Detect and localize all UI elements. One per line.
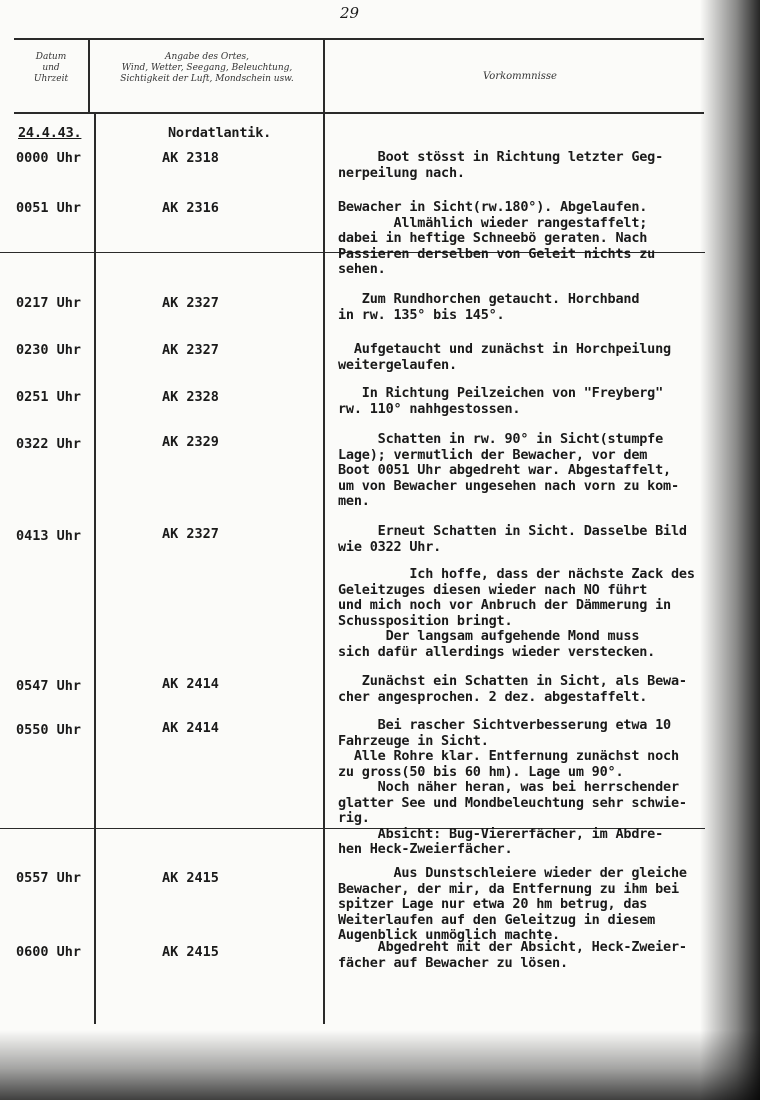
- event-text-8: Zunächst ein Schatten in Sicht, als Bewa- cher angesprochen. 2 dez. abgestaffelt.: [338, 673, 687, 705]
- event-text-3: Zum Rundhorchen getaucht. Horchband in rw. 135° bis 145°.: [338, 291, 640, 323]
- grid-position-9: AK 2414: [162, 720, 219, 736]
- grid-position-2: AK 2316: [162, 200, 219, 216]
- event-text-10: Aus Dunstschleiere wieder der gleiche Bewacher, der mir, da Entfernung zu ihm bei spitzer Lage nur etwa 20 hm betrug, das Weiterlaufen auf den Geleitzug in diesem Augenblick unmöglich machte.: [338, 865, 687, 943]
- header-date-time: Datum und Uhrzeit: [33, 52, 69, 84]
- time-entry-7: 0413 Uhr: [16, 528, 82, 544]
- time-entry-1: 0000 Uhr: [16, 150, 82, 166]
- time-entry-6: 0322 Uhr: [16, 436, 82, 452]
- grid-position-7: AK 2327: [162, 526, 219, 542]
- event-text-4: Aufgetaucht und zunächst in Horchpeilung weitergelaufen.: [338, 341, 671, 373]
- grid-position-6: AK 2329: [162, 434, 219, 450]
- event-text-2: Bewacher in Sicht(rw.180°). Abgelaufen. Allmählich wieder rangestaffelt; dabei in heftige Schneebö geraten. Nach Passieren derselben von Geleit nichts zu sehen.: [338, 199, 656, 277]
- time-entry-10: 0557 Uhr: [16, 870, 82, 886]
- page-number: 29: [340, 4, 360, 22]
- header-bottom-rule: [14, 112, 704, 114]
- grid-position-10: AK 2415: [162, 870, 219, 886]
- time-entry-2: 0051 Uhr: [16, 200, 82, 216]
- grid-position-3: AK 2327: [162, 295, 219, 311]
- event-text-5: In Richtung Peilzeichen von "Freyberg" rw. 110° nahhgestossen.: [338, 385, 664, 417]
- column-divider-2: [323, 38, 325, 1024]
- scan-shadow-right: [700, 0, 760, 1100]
- sea-area: Nordatlantik.: [168, 125, 272, 141]
- grid-position-8: AK 2414: [162, 676, 219, 692]
- header-events: Vorkommnisse: [483, 71, 557, 82]
- time-entry-3: 0217 Uhr: [16, 295, 82, 311]
- grid-position-4: AK 2327: [162, 342, 219, 358]
- header-top-rule: [14, 38, 704, 40]
- event-text-7: Erneut Schatten in Sicht. Dasselbe Bild wie 0322 Uhr. Ich hoffe, dass der nächste Zack des Geleitzuges diesen wieder nach NO führt und mich noch vor Anbruch der Dämmerung in Schussposition bringt. Der langsam aufgehende Mond muss sich dafür allerdings wieder verstecken.: [338, 523, 695, 660]
- header-divider-1: [88, 38, 90, 112]
- grid-position-1: AK 2318: [162, 150, 219, 166]
- column-divider-1: [94, 112, 96, 1024]
- event-text-1: Boot stösst in Richtung letzter Geg- nerpeilung nach.: [338, 149, 664, 181]
- time-entry-5: 0251 Uhr: [16, 389, 82, 405]
- log-date: 24.4.43.: [18, 125, 82, 141]
- grid-position-11: AK 2415: [162, 944, 219, 960]
- grid-position-5: AK 2328: [162, 389, 219, 405]
- header-location: Angabe des Ortes, Wind, Wetter, Seegang, Beleuchtung, Sichtigkeit der Luft, Mondschein usw.: [120, 52, 294, 84]
- time-entry-4: 0230 Uhr: [16, 342, 82, 358]
- time-entry-11: 0600 Uhr: [16, 944, 82, 960]
- time-entry-8: 0547 Uhr: [16, 678, 82, 694]
- event-text-6: Schatten in rw. 90° in Sicht(stumpfe Lage); vermutlich der Bewacher, vor dem Boot 0051 Uhr abgedreht war. Abgestaffelt, um von Bewacher ungesehen nach vorn zu kom- men.: [338, 431, 679, 509]
- time-entry-9: 0550 Uhr: [16, 722, 82, 738]
- event-text-11: Abgedreht mit der Absicht, Heck-Zweier- fächer auf Bewacher zu lösen.: [338, 939, 687, 971]
- scan-shadow-bottom: [0, 1030, 760, 1100]
- event-text-9: Bei rascher Sichtverbesserung etwa 10 Fahrzeuge in Sicht. Alle Rohre klar. Entfernung zunächst noch zu gross(50 bis 60 hm). Lage um 90°. Noch näher heran, was bei herrschender glatter See und Mondbeleuchtung sehr schwie- rig. Absicht: Bug-Viererfächer, im Abdre- hen Heck-Zweierfächer.: [338, 717, 687, 857]
